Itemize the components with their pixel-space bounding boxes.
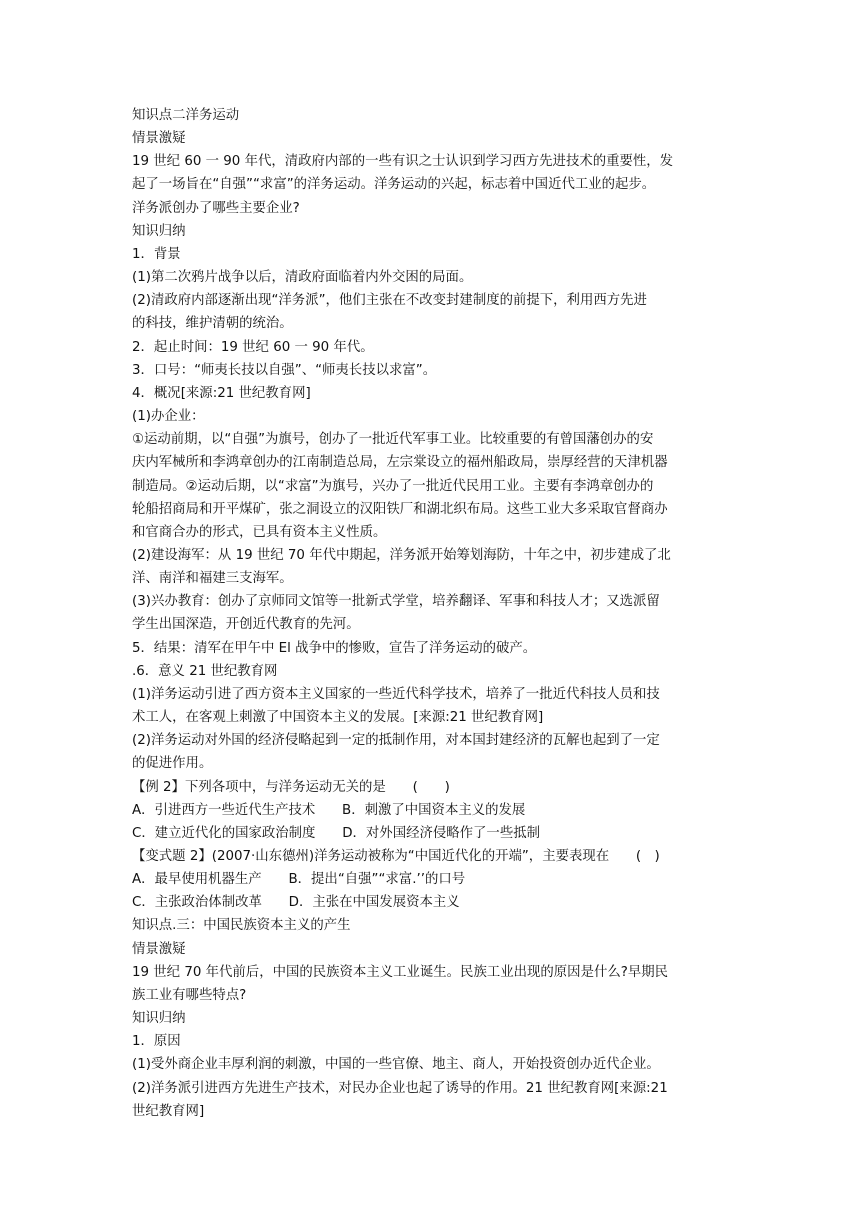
example-question: 【例 2】下列各项中，与洋务运动无关的是 ( ) [132,779,450,795]
section-heading: 知识点二洋务运动 [132,108,240,123]
sub-heading: 知识归纳 [132,1011,186,1027]
text-line: 4．概况[来源:21 世纪教育网] [132,385,311,401]
sub-heading: 情景激疑 [132,131,186,147]
text-line: 制造局。②运动后期，以“求富”为旗号，兴办了一批近代民用工业。主要有李鸿章创办的 [132,478,654,494]
text-line: 庆内军械所和李鸿章创办的江南制造总局，左宗棠设立的福州船政局，崇厚经营的天津机器 [132,455,668,471]
variant-question: 【变式题 2】(2007·山东德州)洋务运动被称为“中国近代化的开端”，主要表现在 ( ) [132,849,660,864]
text-line: 起了一场旨在“自强”“求富”的洋务运动。洋务运动的兴起，标志着中国近代工业的起步。 [132,177,656,193]
text-line: 1．背景 [132,246,181,262]
text-line: (2)建设海军：从 19 世纪 70 年代中期起，洋务派开始筹划海防，十年之中，初步建成了北 [132,547,671,563]
text-line: (1)受外商企业丰厚利润的刺激，中国的一些官僚、地主、商人，开始投资创办近代企业。 [132,1057,660,1073]
text-line: 19 世纪 60 一 90 年代，清政府内部的一些有识之士认识到学习西方先进技术的重要性，发 [132,154,674,170]
text-line: ①运动前期，以“自强”为旗号，创办了一批近代军事工业。比较重要的有曾国藩创办的安 [132,432,654,448]
text-line: 洋、南洋和福建三支海军。 [132,571,293,587]
text-line: 1．原因 [132,1034,181,1050]
text-line: (2)洋务运动对外国的经济侵略起到一定的抵制作用，对本国封建经济的瓦解也起到了一定 [132,733,660,749]
text-line: (3)兴办教育：创办了京师同文馆等一批新式学堂，培养翻译、军事和科技人才；又选派留 [132,594,660,610]
text-line: (1)洋务运动引进了西方资本主义国家的一些近代科学技术，培养了一批近代科技人员和技 [132,686,660,702]
text-line: .6．意义 21 世纪教育网 [132,663,278,679]
sub-heading: 情景激疑 [132,941,186,957]
answer-options: C．主张政治体制改革 D．主张在中国发展资本主义 [132,895,460,911]
text-line: (2)清政府内部逐渐出现“洋务派”，他们主张在不改变封建制度的前提下，利用西方先进 [132,293,647,309]
text-line: 术工人，在客观上刺激了中国资本主义的发展。[来源:21 世纪教育网] [132,710,544,726]
text-line: 轮船招商局和开平煤矿，张之洞设立的汉阳铁厂和湖北织布局。这些工业大多采取官督商办 [132,501,668,517]
text-line: 19 世纪 70 年代前后，中国的民族资本主义工业诞生。民族工业出现的原因是什么?早期民 [132,964,669,980]
answer-options: A．引进西方一些近代生产技术 B．刺激了中国资本主义的发展 [132,802,526,818]
text-line: 的促进作用。 [132,756,213,772]
document-page [132,104,732,1123]
text-line: 族工业有哪些特点? [132,987,247,1003]
text-line: 世纪教育网] [132,1103,205,1119]
text-line: 的科技，维护清朝的统治。 [132,316,293,332]
answer-options: C．建立近代化的国家政治制度 D．对外国经济侵略作了一些抵制 [132,825,540,841]
text-line: 3．口号：“师夷长技以自强”、“师夷长技以求富”。 [132,362,437,378]
text-line: (2)洋务派引进西方先进生产技术，对民办企业也起了诱导的作用。21 世纪教育网[来源:21 [132,1080,668,1096]
text-line: 洋务派创办了哪些主要企业? [132,200,300,216]
answer-options: A．最早使用机器生产 B．提出“自强”“求富.’’的口号 [132,872,466,888]
sub-heading: 知识归纳 [132,223,186,239]
text-line: 学生出国深造，开创近代教育的先河。 [132,617,360,633]
text-line: (1)办企业： [132,409,205,425]
text-line: 2．起止时间：19 世纪 60 一 90 年代。 [132,339,374,355]
text-line: 和官商合办的形式，已具有资本主义性质。 [132,524,387,540]
text-line: (1)第二次鸦片战争以后，清政府面临着内外交困的局面。 [132,270,473,286]
text-line: 5．结果：清军在甲午中 El 战争中的惨败，宣告了洋务运动的破产。 [132,640,537,656]
section-heading: 知识点.三：中国民族资本主义的产生 [132,918,351,934]
